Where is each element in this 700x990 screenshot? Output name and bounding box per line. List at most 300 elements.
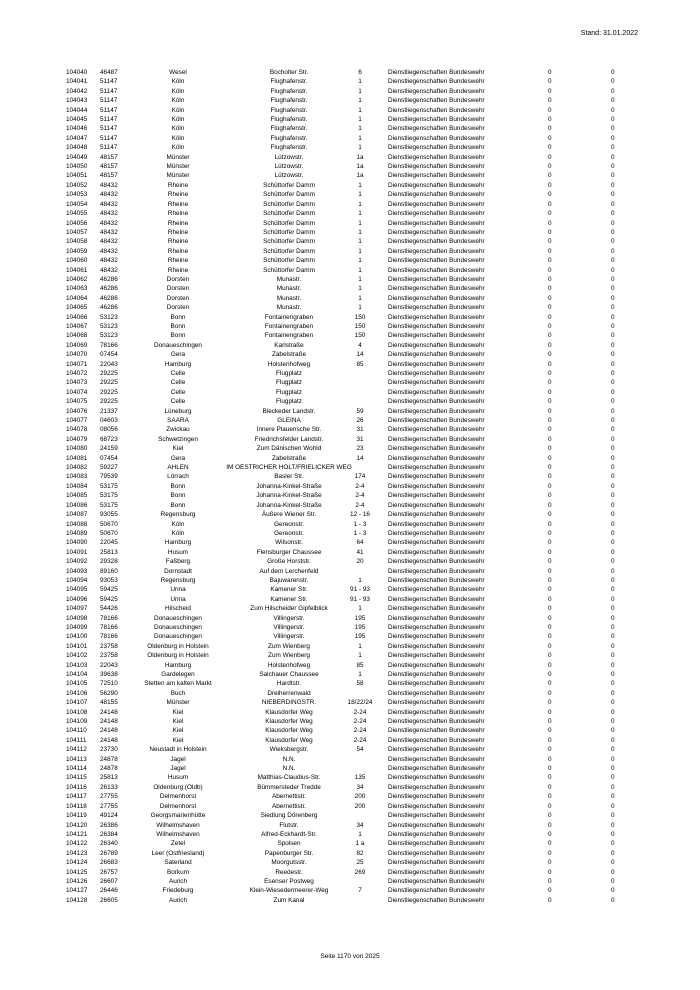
table-row: 104046 51147 Köln Flughafenstr. 1 Dienstliegenschaften Bundeswehr 0 0: [66, 125, 615, 133]
cell-art: Dienstliegenschaften Bundeswehr: [388, 501, 485, 509]
cell-art: Dienstliegenschaften Bundeswehr: [388, 623, 485, 631]
cell-value-2: 0: [611, 464, 615, 472]
cell-art: Dienstliegenschaften Bundeswehr: [388, 87, 485, 95]
cell-value-2: 0: [611, 689, 615, 697]
cell-plz: 22043: [100, 661, 118, 669]
cell-art: Dienstliegenschaften Bundeswehr: [388, 736, 485, 744]
cell-plz: 26683: [100, 859, 118, 867]
cell-art: Dienstliegenschaften Bundeswehr: [388, 398, 485, 406]
cell-id: 104063: [66, 285, 88, 293]
table-row: 104116 26133 Oldenburg (Oldb) Bümmersteder Tredde 34 Dienstliegenschaften Bundeswehr 0 0: [66, 783, 615, 791]
table-row: 104090 22045 Hamburg Wilsonstr. 64 Dienstliegenschaften Bundeswehr 0 0: [66, 539, 615, 547]
table-row: 104084 53175 Bonn Johanna-Kinkel-Straße 2-4 Dienstliegenschaften Bundeswehr 0 0: [66, 482, 615, 490]
cell-id: 104043: [66, 97, 88, 105]
cell-value-1: 0: [548, 859, 552, 867]
cell-id: 104128: [66, 896, 88, 904]
cell-value-1: 0: [548, 812, 552, 820]
cell-art: Dienstliegenschaften Bundeswehr: [388, 511, 485, 519]
cell-value-2: 0: [611, 623, 615, 631]
cell-value-1: 0: [548, 746, 552, 754]
cell-plz: 51147: [100, 97, 118, 105]
cell-art: Dienstliegenschaften Bundeswehr: [388, 285, 485, 293]
table-row: 104064 46286 Dorsten Munastr. 1 Dienstliegenschaften Bundeswehr 0 0: [66, 294, 615, 302]
cell-value-2: 0: [611, 727, 615, 735]
cell-value-2: 0: [611, 868, 615, 876]
cell-art: Dienstliegenschaften Bundeswehr: [388, 426, 485, 434]
cell-art: Dienstliegenschaften Bundeswehr: [388, 718, 485, 726]
cell-value-2: 0: [611, 417, 615, 425]
table-row: 104063 46286 Dorsten Munastr. 1 Dienstliegenschaften Bundeswehr 0 0: [66, 285, 615, 293]
cell-id: 104090: [66, 539, 88, 547]
cell-value-2: 0: [611, 887, 615, 895]
cell-art: Dienstliegenschaften Bundeswehr: [388, 163, 485, 171]
cell-plz: 51147: [100, 144, 118, 152]
cell-value-1: 0: [548, 680, 552, 688]
cell-art: Dienstliegenschaften Bundeswehr: [388, 445, 485, 453]
table-row: 104119 49124 Georgsmarienhütte Siedlung Dörenberg Dienstliegenschaften Bundeswehr 0 0: [66, 812, 615, 820]
cell-plz: 78166: [100, 614, 118, 622]
cell-id: 104105: [66, 680, 88, 688]
cell-id: 104110: [66, 727, 87, 735]
table-row: 104100 78166 Donaueschingen Villingerstr. 195 Dienstliegenschaften Bundeswehr 0 0: [66, 633, 615, 641]
table-row: 104110 24148 Kiel Klausdorfer Weg 2-24 Dienstliegenschaften Bundeswehr 0 0: [66, 727, 615, 735]
cell-art: Dienstliegenschaften Bundeswehr: [388, 482, 485, 490]
cell-value-1: 0: [548, 614, 552, 622]
cell-value-1: 0: [548, 464, 552, 472]
cell-art: Dienstliegenschaften Bundeswehr: [388, 97, 485, 105]
cell-id: 104049: [66, 153, 88, 161]
cell-id: 104103: [66, 661, 88, 669]
cell-id: 104046: [66, 125, 88, 133]
cell-art: Dienstliegenschaften Bundeswehr: [388, 492, 485, 500]
table-row: 104121 26384 Wilhelmshaven Alfred-Eckhardt-Str. 1 Dienstliegenschaften Bundeswehr 0 0: [66, 830, 615, 838]
cell-value-1: 0: [548, 520, 552, 528]
table-row: 104106 56290 Buch Dreiherrenwald Dienstliegenschaften Bundeswehr 0 0: [66, 689, 615, 697]
cell-value-1: 0: [548, 285, 552, 293]
cell-value-2: 0: [611, 313, 615, 321]
cell-value-2: 0: [611, 482, 615, 490]
cell-value-1: 0: [548, 661, 552, 669]
cell-plz: 23758: [100, 642, 118, 650]
cell-value-2: 0: [611, 558, 615, 566]
cell-plz: 93053: [100, 576, 118, 584]
cell-plz: 56290: [100, 689, 118, 697]
cell-id: 104094: [66, 576, 88, 584]
cell-value-1: 0: [548, 482, 552, 490]
cell-plz: 48432: [100, 191, 118, 199]
cell-art: Dienstliegenschaften Bundeswehr: [388, 896, 485, 904]
cell-value-2: 0: [611, 605, 615, 613]
cell-art: Dienstliegenschaften Bundeswehr: [388, 783, 485, 791]
cell-value-1: 0: [548, 219, 552, 227]
cell-id: 104061: [66, 266, 88, 274]
cell-plz: 26605: [100, 896, 118, 904]
cell-art: Dienstliegenschaften Bundeswehr: [388, 868, 485, 876]
cell-value-1: 0: [548, 840, 552, 848]
cell-art: Dienstliegenschaften Bundeswehr: [388, 877, 485, 885]
cell-art: Dienstliegenschaften Bundeswehr: [388, 454, 485, 462]
table-row: 104104 39638 Gardelegen Salchauer Chaussee 1 Dienstliegenschaften Bundeswehr 0 0: [66, 671, 615, 678]
cell-plz: 53123: [100, 332, 118, 340]
cell-art: Dienstliegenschaften Bundeswehr: [388, 840, 485, 848]
cell-value-1: 0: [548, 868, 552, 876]
table-row: 104127 26446 Friedeburg Klein-Wiesedermeerer-Weg 7 Dienstliegenschaften Bundeswehr 0 0: [66, 887, 615, 895]
cell-value-2: 0: [611, 398, 615, 406]
cell-value-2: 0: [611, 445, 615, 453]
cell-art: Dienstliegenschaften Bundeswehr: [388, 257, 485, 265]
table-row: 104102 23758 Oldenburg in Holstein Zum Wienberg 1 Dienstliegenschaften Bundeswehr 0 0: [66, 652, 615, 660]
cell-id: 104055: [66, 210, 88, 218]
cell-art: Dienstliegenschaften Bundeswehr: [388, 558, 485, 566]
cell-plz: 46286: [100, 275, 118, 283]
table-row: 104071 22043 Hamburg Holstenhofweg 85 Dienstliegenschaften Bundeswehr 0 0: [66, 360, 615, 368]
cell-value-2: 0: [611, 407, 615, 415]
cell-id: 104085: [66, 492, 88, 500]
cell-plz: 29225: [100, 370, 118, 377]
table-row: 104094 93053 Regensburg Bajuwarenstr. 1 Dienstliegenschaften Bundeswehr 0 0: [66, 576, 615, 584]
cell-id: 104117: [66, 793, 87, 801]
cell-value-1: 0: [548, 765, 552, 773]
cell-value-1: 0: [548, 454, 552, 462]
cell-value-2: 0: [611, 567, 615, 575]
cell-art: Dienstliegenschaften Bundeswehr: [388, 802, 485, 810]
cell-plz: 23758: [100, 652, 118, 660]
cell-plz: 59227: [100, 464, 118, 472]
cell-art: Dienstliegenschaften Bundeswehr: [388, 341, 485, 349]
cell-art: Dienstliegenschaften Bundeswehr: [388, 313, 485, 321]
table-row: 104045 51147 Köln Flughafenstr. 1 Dienstliegenschaften Bundeswehr 0 0: [66, 116, 615, 124]
table-row: 104101 23758 Oldenburg in Holstein Zum Wienberg 1 Dienstliegenschaften Bundeswehr 0 0: [66, 642, 615, 650]
cell-id: 104086: [66, 501, 88, 509]
cell-value-1: 0: [548, 633, 552, 641]
cell-plz: 51147: [100, 116, 118, 124]
cell-value-2: 0: [611, 802, 615, 810]
cell-value-1: 0: [548, 360, 552, 368]
cell-value-1: 0: [548, 351, 552, 359]
cell-art: Dienstliegenschaften Bundeswehr: [388, 849, 485, 857]
cell-plz: 26133: [100, 783, 118, 791]
cell-value-2: 0: [611, 285, 615, 293]
cell-value-1: 0: [548, 210, 552, 218]
cell-value-1: 0: [548, 501, 552, 509]
cell-value-2: 0: [611, 539, 615, 547]
cell-value-1: 0: [548, 727, 552, 735]
cell-value-1: 0: [548, 238, 552, 246]
cell-art: Dienstliegenschaften Bundeswehr: [388, 144, 485, 152]
table-row: 104099 78166 Donaueschingen Villingerstr. 195 Dienstliegenschaften Bundeswehr 0 0: [66, 623, 615, 631]
cell-plz: 46487: [100, 69, 118, 76]
cell-id: 104075: [66, 398, 88, 406]
cell-art: Dienstliegenschaften Bundeswehr: [388, 614, 485, 622]
table-row: 104086 53175 Bonn Johanna-Kinkel-Straße 2-4 Dienstliegenschaften Bundeswehr 0 0: [66, 501, 615, 509]
cell-plz: 59425: [100, 586, 118, 594]
cell-value-2: 0: [611, 238, 615, 246]
cell-value-1: 0: [548, 191, 552, 199]
table-row: 104068 53123 Bonn Fontainengraben 150 Dienstliegenschaften Bundeswehr 0 0: [66, 332, 615, 340]
cell-art: Dienstliegenschaften Bundeswehr: [388, 765, 485, 773]
table-row: 104073 29225 Celle Flugplatz Dienstliegenschaften Bundeswehr 0 0: [66, 379, 615, 387]
cell-plz: 23730: [100, 746, 118, 754]
cell-art: Dienstliegenschaften Bundeswehr: [388, 78, 485, 86]
cell-value-1: 0: [548, 332, 552, 340]
cell-art: Dienstliegenschaften Bundeswehr: [388, 379, 485, 387]
cell-value-2: 0: [611, 511, 615, 519]
cell-plz: 48432: [100, 200, 118, 208]
table-row: 104095 59425 Unna Kamener Str. 91 - 93 Dienstliegenschaften Bundeswehr 0 0: [66, 586, 615, 594]
cell-plz: 46286: [100, 304, 118, 312]
cell-plz: 04603: [100, 417, 118, 425]
cell-plz: 51147: [100, 134, 118, 142]
cell-plz: 24148: [100, 718, 118, 726]
cell-plz: 39638: [100, 671, 118, 678]
cell-art: Dienstliegenschaften Bundeswehr: [388, 116, 485, 124]
cell-value-1: 0: [548, 134, 552, 142]
table-row: 104107 48155 Münster NIEBERDINGSTR. 18/22/24 Dienstliegenschaften Bundeswehr 0 0: [66, 699, 615, 707]
cell-id: 104112: [66, 746, 87, 754]
cell-plz: 48157: [100, 153, 118, 161]
cell-value-1: 0: [548, 304, 552, 312]
cell-id: 104058: [66, 238, 88, 246]
cell-id: 104041: [66, 78, 88, 86]
table-row: 104088 50670 Köln Gereonstr. 1 - 3 Dienstliegenschaften Bundeswehr 0 0: [66, 520, 615, 528]
cell-value-2: 0: [611, 783, 615, 791]
cell-id: 104077: [66, 417, 88, 425]
cell-art: Dienstliegenschaften Bundeswehr: [388, 605, 485, 613]
cell-art: Dienstliegenschaften Bundeswehr: [388, 887, 485, 895]
cell-id: 104108: [66, 708, 88, 716]
cell-art: Dienstliegenschaften Bundeswehr: [388, 520, 485, 528]
cell-value-1: 0: [548, 379, 552, 387]
cell-id: 104057: [66, 228, 88, 236]
cell-value-1: 0: [548, 200, 552, 208]
table-row: 104093 89160 Dornstadt Auf dem Lerchenfeld Dienstliegenschaften Bundeswehr 0 0: [66, 567, 615, 575]
cell-value-2: 0: [611, 163, 615, 171]
table-row: 104051 48157 Münster Lützowstr. 1a Dienstliegenschaften Bundeswehr 0 0: [66, 172, 615, 180]
table-row: 104069 78166 Donaueschingen Karlstraße 4 Dienstliegenschaften Bundeswehr 0 0: [66, 341, 615, 349]
cell-value-2: 0: [611, 859, 615, 867]
cell-value-2: 0: [611, 191, 615, 199]
cell-value-2: 0: [611, 134, 615, 142]
cell-id: 104040: [66, 69, 88, 76]
cell-value-1: 0: [548, 511, 552, 519]
cell-value-2: 0: [611, 830, 615, 838]
cell-art: Dienstliegenschaften Bundeswehr: [388, 464, 485, 472]
cell-plz: 51147: [100, 106, 118, 114]
cell-value-2: 0: [611, 576, 615, 584]
table-row: 104113 24878 Jagel N.N. Dienstliegenschaften Bundeswehr 0 0: [66, 755, 615, 763]
table-row: 104070 07454 Gera Zabelstraße 14 Dienstliegenschaften Bundeswehr 0 0: [66, 351, 615, 359]
cell-art: Dienstliegenschaften Bundeswehr: [388, 417, 485, 425]
cell-value-2: 0: [611, 116, 615, 124]
cell-value-1: 0: [548, 247, 552, 255]
cell-value-2: 0: [611, 181, 615, 189]
cell-art: Dienstliegenschaften Bundeswehr: [388, 699, 485, 707]
cell-id: 104076: [66, 407, 88, 415]
cell-value-1: 0: [548, 548, 552, 556]
cell-art: Dienstliegenschaften Bundeswehr: [388, 671, 485, 678]
cell-plz: 22043: [100, 360, 118, 368]
cell-value-2: 0: [611, 200, 615, 208]
cell-value-2: 0: [611, 680, 615, 688]
table-row: 104062 46286 Dorsten Munastr. 1 Dienstliegenschaften Bundeswehr 0 0: [66, 275, 615, 283]
cell-value-2: 0: [611, 501, 615, 509]
cell-value-1: 0: [548, 445, 552, 453]
cell-id: 104084: [66, 482, 88, 490]
table-row: 104081 07454 Gera Zabelstraße 14 Dienstliegenschaften Bundeswehr 0 0: [66, 454, 615, 462]
cell-art: Dienstliegenschaften Bundeswehr: [388, 294, 485, 302]
table-row: 104122 26340 Zetel Spolsen 1 a Dienstliegenschaften Bundeswehr 0 0: [66, 840, 615, 848]
table-row: 104058 48432 Rheine Schüttorfer Damm 1 Dienstliegenschaften Bundeswehr 0 0: [66, 238, 615, 246]
cell-plz: 22045: [100, 539, 118, 547]
cell-art: Dienstliegenschaften Bundeswehr: [388, 247, 485, 255]
table-row: 104072 29225 Celle Flugplatz Dienstliegenschaften Bundeswehr 0 0: [66, 370, 615, 377]
cell-value-2: 0: [611, 435, 615, 443]
table-row: 104109 24148 Kiel Klausdorfer Weg 2-24 Dienstliegenschaften Bundeswehr 0 0: [66, 718, 615, 726]
cell-art: Dienstliegenschaften Bundeswehr: [388, 322, 485, 330]
cell-value-1: 0: [548, 370, 552, 377]
cell-value-1: 0: [548, 605, 552, 613]
cell-value-2: 0: [611, 671, 615, 678]
table-row: 104056 48432 Rheine Schüttorfer Damm 1 Dienstliegenschaften Bundeswehr 0 0: [66, 219, 615, 227]
cell-art: Dienstliegenschaften Bundeswehr: [388, 793, 485, 801]
cell-art: Dienstliegenschaften Bundeswehr: [388, 548, 485, 556]
cell-plz: 48432: [100, 266, 118, 274]
cell-plz: 27755: [100, 802, 118, 810]
cell-plz: 24878: [100, 755, 118, 763]
cell-id: 104106: [66, 689, 88, 697]
cell-value-2: 0: [611, 877, 615, 885]
cell-id: 104092: [66, 558, 88, 566]
table-row: 104059 48432 Rheine Schüttorfer Damm 1 Dienstliegenschaften Bundeswehr 0 0: [66, 247, 615, 255]
table-row: 104117 27755 Delmenhorst Abernettistr. 200 Dienstliegenschaften Bundeswehr 0 0: [66, 793, 615, 801]
cell-art: Dienstliegenschaften Bundeswehr: [388, 727, 485, 735]
table-row: 104041 51147 Köln Flughafenstr. 1 Dienstliegenschaften Bundeswehr 0 0: [66, 78, 615, 86]
table-row: 104096 59425 Unna Kamener Str. 91 - 93 Dienstliegenschaften Bundeswehr 0 0: [66, 595, 615, 603]
cell-id: 104099: [66, 623, 88, 631]
cell-id: 104121: [66, 830, 88, 838]
cell-id: 104048: [66, 144, 88, 152]
cell-id: 104068: [66, 332, 88, 340]
cell-value-2: 0: [611, 520, 615, 528]
cell-id: 104087: [66, 511, 88, 519]
cell-art: Dienstliegenschaften Bundeswehr: [388, 633, 485, 641]
cell-plz: 26757: [100, 868, 118, 876]
cell-art: Dienstliegenschaften Bundeswehr: [388, 238, 485, 246]
cell-id: 104093: [66, 567, 88, 575]
cell-plz: 46286: [100, 294, 118, 302]
table-row: 104115 25813 Husum Matthias-Claudius-Str. 135 Dienstliegenschaften Bundeswehr 0 0: [66, 774, 615, 782]
cell-value-2: 0: [611, 849, 615, 857]
cell-value-2: 0: [611, 633, 615, 641]
cell-id: 104066: [66, 313, 88, 321]
cell-id: 104118: [66, 802, 87, 810]
cell-value-1: 0: [548, 78, 552, 86]
cell-plz: 24878: [100, 765, 118, 773]
cell-value-2: 0: [611, 106, 615, 114]
table-row: 104075 29225 Celle Flugplatz Dienstliegenschaften Bundeswehr 0 0: [66, 398, 615, 406]
cell-id: 104109: [66, 718, 88, 726]
cell-plz: 26340: [100, 840, 118, 848]
cell-id: 104072: [66, 370, 88, 377]
cell-value-2: 0: [611, 153, 615, 161]
cell-plz: 68723: [100, 435, 118, 443]
table-row: 104060 48432 Rheine Schüttorfer Damm 1 Dienstliegenschaften Bundeswehr 0 0: [66, 257, 615, 265]
cell-value-2: 0: [611, 661, 615, 669]
cell-id: 104045: [66, 116, 88, 124]
cell-art: Dienstliegenschaften Bundeswehr: [388, 304, 485, 312]
table-row: 104111 24148 Kiel Klausdorfer Weg 2-24 Dienstliegenschaften Bundeswehr 0 0: [66, 736, 615, 744]
cell-plz: 48432: [100, 247, 118, 255]
cell-id: 104098: [66, 614, 88, 622]
cell-value-2: 0: [611, 595, 615, 603]
table-row: 104076 21337 Lüneburg Bleckeder Landstr. 59 Dienstliegenschaften Bundeswehr 0 0: [66, 407, 615, 415]
cell-value-1: 0: [548, 492, 552, 500]
table-row: 104049 48157 Münster Lützowstr. 1a Dienstliegenschaften Bundeswehr 0 0: [66, 153, 615, 161]
cell-id: 104096: [66, 595, 88, 603]
cell-value-1: 0: [548, 718, 552, 726]
cell-plz: 48432: [100, 210, 118, 218]
cell-art: Dienstliegenschaften Bundeswehr: [388, 708, 485, 716]
cell-value-1: 0: [548, 755, 552, 763]
cell-art: Dienstliegenschaften Bundeswehr: [388, 370, 485, 377]
cell-plz: 26384: [100, 830, 118, 838]
cell-value-2: 0: [611, 426, 615, 434]
stand-date: Stand: 31.01.2022: [580, 30, 638, 37]
cell-art: Dienstliegenschaften Bundeswehr: [388, 332, 485, 340]
cell-id: 104097: [66, 605, 88, 613]
cell-id: 104078: [66, 426, 88, 434]
cell-value-2: 0: [611, 586, 615, 594]
cell-value-1: 0: [548, 539, 552, 547]
cell-value-1: 0: [548, 153, 552, 161]
cell-value-2: 0: [611, 548, 615, 556]
cell-id: 104114: [66, 765, 87, 773]
table-row: 104091 25813 Husum Flensburger Chaussee 41 Dienstliegenschaften Bundeswehr 0 0: [66, 548, 615, 556]
cell-plz: 07454: [100, 454, 118, 462]
cell-plz: 29225: [100, 398, 118, 406]
table-row: 104080 24159 Kiel Zum Dänischen Wohld 23 Dienstliegenschaften Bundeswehr 0 0: [66, 445, 615, 453]
cell-plz: 51147: [100, 125, 118, 133]
cell-plz: 26607: [100, 877, 118, 885]
cell-id: 104056: [66, 219, 88, 227]
cell-id: 104082: [66, 464, 88, 472]
cell-value-2: 0: [611, 774, 615, 782]
cell-art: Dienstliegenschaften Bundeswehr: [388, 435, 485, 443]
cell-value-2: 0: [611, 755, 615, 763]
cell-plz: 26789: [100, 849, 118, 857]
cell-value-1: 0: [548, 830, 552, 838]
cell-plz: 53175: [100, 482, 118, 490]
cell-value-2: 0: [611, 125, 615, 133]
cell-art: Dienstliegenschaften Bundeswehr: [388, 642, 485, 650]
cell-value-1: 0: [548, 887, 552, 895]
cell-value-1: 0: [548, 407, 552, 415]
cell-value-2: 0: [611, 87, 615, 95]
table-row: 104048 51147 Köln Flughafenstr. 1 Dienstliegenschaften Bundeswehr 0 0: [66, 144, 615, 152]
data-table: [66, 68, 626, 905]
cell-value-2: 0: [611, 746, 615, 754]
cell-art: Dienstliegenschaften Bundeswehr: [388, 576, 485, 584]
table-row: 104125 26757 Borkum Reedestr. 269 Dienstliegenschaften Bundeswehr 0 0: [66, 868, 615, 876]
cell-value-2: 0: [611, 793, 615, 801]
cell-value-1: 0: [548, 576, 552, 584]
cell-value-2: 0: [611, 454, 615, 462]
cell-art: Dienstliegenschaften Bundeswehr: [388, 125, 485, 133]
table-row: 104108 24148 Kiel Klausdorfer Weg 2-24 Dienstliegenschaften Bundeswehr 0 0: [66, 708, 615, 716]
cell-value-2: 0: [611, 765, 615, 773]
cell-art: Dienstliegenschaften Bundeswehr: [388, 134, 485, 142]
cell-art: Dienstliegenschaften Bundeswehr: [388, 812, 485, 820]
